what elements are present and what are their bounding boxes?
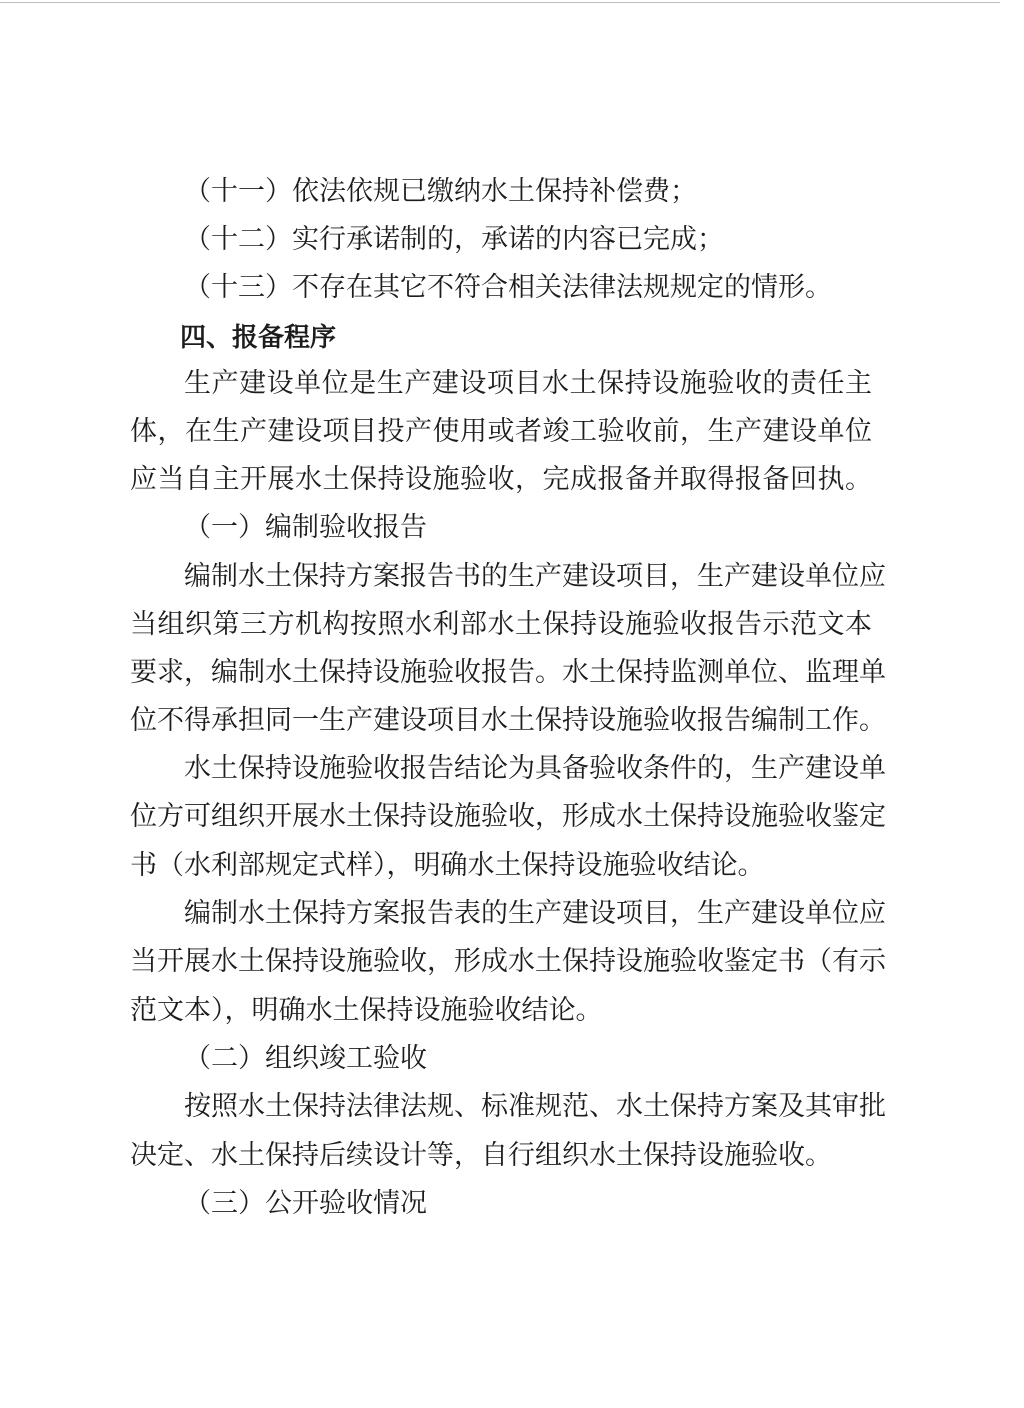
- list-item-11: （十一）依法依规已缴纳水土保持补偿费；: [184, 176, 697, 207]
- subsection-heading-report: （一）编制验收报告: [184, 512, 427, 543]
- paragraph-line: 书（水利部规定式样），明确水土保持设施验收结论。: [130, 850, 765, 881]
- paragraph-line: 当开展水土保持设施验收，形成水土保持设施验收鉴定书（有示: [130, 946, 886, 977]
- paragraph-line: 当组织第三方机构按照水利部水土保持设施验收报告示范文本: [130, 609, 872, 640]
- section-heading-filing-procedure: 四、报备程序: [180, 323, 337, 353]
- paragraph-line: 水土保持设施验收报告结论为具备验收条件的，生产建设单: [184, 753, 886, 784]
- paragraph-line: 要求，编制水土保持设施验收报告。水土保持监测单位、监理单: [130, 657, 886, 688]
- scan-edge-rule: [0, 2, 1000, 3]
- paragraph-line: 决定、水土保持后续设计等，自行组织水土保持设施验收。: [130, 1140, 832, 1171]
- paragraph-line: 编制水土保持方案报告书的生产建设项目，生产建设单位应: [184, 561, 886, 592]
- paragraph-line: 位方可组织开展水土保持设施验收，形成水土保持设施验收鉴定: [130, 801, 886, 832]
- paragraph-line: 位不得承担同一生产建设项目水土保持设施验收报告编制工作。: [130, 705, 886, 736]
- subsection-heading-disclosure: （三）公开验收情况: [184, 1188, 427, 1219]
- paragraph-line: 生产建设单位是生产建设项目水土保持设施验收的责任主: [184, 368, 872, 399]
- paragraph-line: 编制水土保持方案报告表的生产建设项目，生产建设单位应: [184, 898, 886, 929]
- list-item-12: （十二）实行承诺制的，承诺的内容已完成；: [184, 224, 724, 255]
- paragraph-line: 范文本），明确水土保持设施验收结论。: [130, 995, 603, 1026]
- paragraph-line: 体，在生产建设项目投产使用或者竣工验收前，生产建设单位: [130, 416, 872, 447]
- paragraph-line: 按照水土保持法律法规、标准规范、水土保持方案及其审批: [184, 1091, 886, 1122]
- paragraph-line: 应当自主开展水土保持设施验收，完成报备并取得报备回执。: [130, 464, 872, 495]
- subsection-heading-acceptance: （二）组织竣工验收: [184, 1043, 427, 1074]
- list-item-13: （十三）不存在其它不符合相关法律法规规定的情形。: [184, 272, 832, 303]
